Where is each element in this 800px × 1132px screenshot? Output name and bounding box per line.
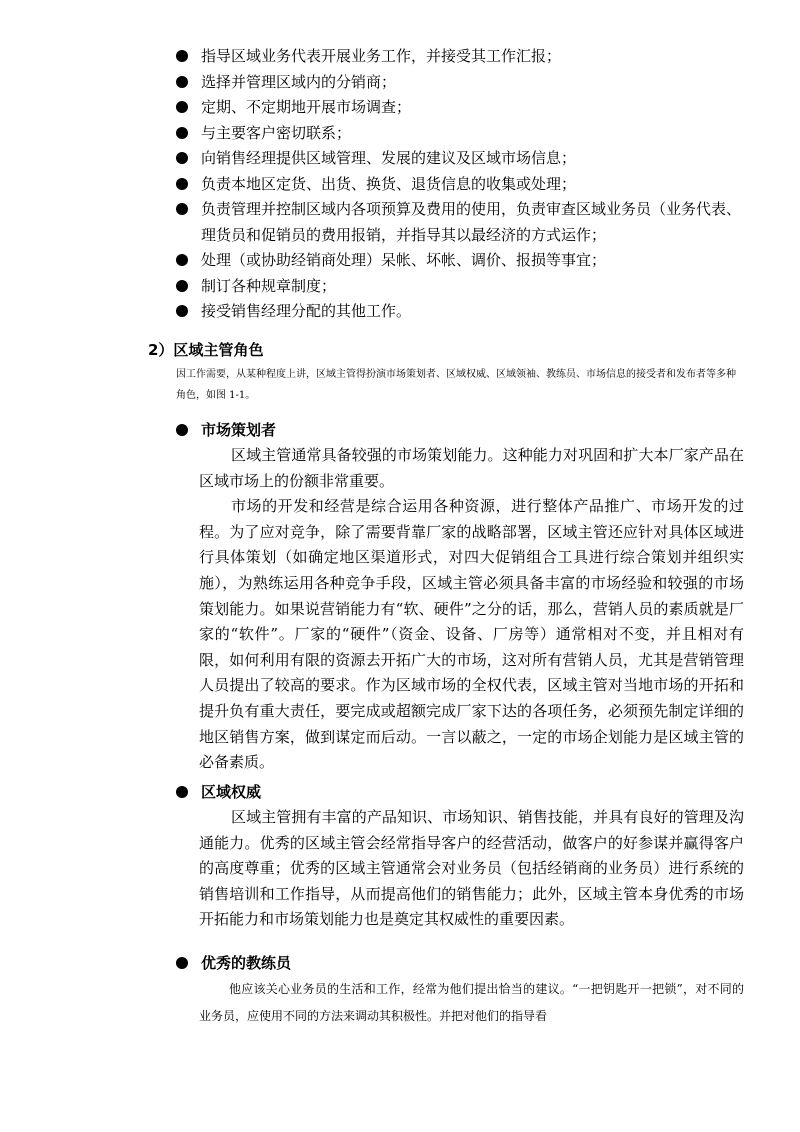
role-heading: 区域权威 (176, 779, 744, 805)
role-block-authority (176, 779, 744, 933)
paragraph: 区域主管拥有丰富的产品知识、市场知识、销售技能，并具有良好的管理及沟通能力。优秀的区域主管会经常指导客户的经营活动，做客户的好参谋并赢得客户的高度尊重；优秀的区域主管通常会对业务员（包括经销商的业务员）进行系统的销售培训和工作指导，从而提高他们的销售能力；此外，区域主管本身优秀的市场开拓能力和市场策划能力也是奠定其权威性的重要因素。 (199, 808, 744, 929)
bullet-icon (176, 254, 188, 266)
list-item: 处理（或协助经销商处理）呆帐、坏帐、调价、报损等事宜； (176, 248, 746, 274)
paragraph: 区域主管通常具备较强的市场策划能力。这种能力对巩固和扩大本厂家产品在区域市场上的份额非常重要。 (199, 446, 744, 490)
bullet-icon (176, 957, 188, 969)
bullet-icon (176, 178, 188, 190)
list-item: 向销售经理提供区域管理、发展的建议及区域市场信息； (176, 146, 746, 172)
role-block-coach (176, 950, 744, 1030)
list-item: 选择并管理区域内的分销商； (176, 70, 746, 96)
list-item: 指导区域业务代表开展业务工作，并接受其工作汇报； (176, 44, 746, 70)
paragraph: 市场的开发和经营是综合运用各种资源，进行整体产品推广、市场开发的过程。为了应对竞争，除了需要背靠厂家的战略部署，区域主管还应针对具体区域进行具体策划（如确定地区渠道形式，对四大促销组合工具进行综合策划并组织实施），为熟练运用各种竞争手段，区域主管必须具备丰富的市场经验和较强的市场策划能力。如果说营销能力有“软、硬件”之分的话，那么，营销人员的素质就是厂家的“软件”。厂家的“硬件”（资金、设备、厂房等）通常相对不变，并且相对有限，如何利用有限的资源去开拓广大的市场，这对所有营销人员，尤其是营销管理人员提出了较高的要求。作为区域市场的全权代表，区域主管对当地市场的开拓和提升负有重大责任，要完成或超额完成厂家下达的各项任务，必须预先制定详细的地区销售方案，做到谋定而后动。一言以蔽之，一定的市场企划能力是区域主管的必备素质。 (199, 497, 744, 772)
list-item: 接受销售经理分配的其他工作。 (176, 299, 746, 325)
list-item: 制订各种规章制度； (176, 274, 746, 300)
role-heading: 市场策划者 (176, 417, 744, 443)
section-title: 2）区域主管角色 (148, 341, 264, 359)
bullet-icon (176, 280, 188, 292)
bullet-icon (176, 203, 188, 215)
bullet-icon (176, 50, 188, 62)
list-item: 负责管理并控制区域内各项预算及费用的使用，负责审查区域业务员（业务代表、理货员和促销员的费用报销，并指导其以最经济的方式运作； (176, 197, 746, 248)
duty-bullet-list (176, 44, 746, 325)
bullet-icon (176, 101, 188, 113)
role-block-planner (176, 417, 744, 776)
paragraph: 他应该关心业务员的生活和工作，经常为他们提出恰当的建议。“一把钥匙开一把锁”，对不同的业务员，应使用不同的方法来调动其积极性。并把对他们的指导看 (199, 982, 744, 1023)
bullet-icon (176, 127, 188, 139)
list-item: 负责本地区定货、出货、换货、退货信息的收集或处理； (176, 172, 746, 198)
bullet-icon (176, 786, 188, 798)
bullet-icon (176, 424, 188, 436)
list-item: 定期、不定期地开展市场调查； (176, 95, 746, 121)
bullet-icon (176, 305, 188, 317)
role-heading: 优秀的教练员 (176, 950, 744, 976)
list-item: 与主要客户密切联系； (176, 121, 746, 147)
bullet-icon (176, 76, 188, 88)
section-intro: 因工作需要，从某种程度上讲，区域主管得扮演市场策划者、区域权威、区域领袖、教练员、市场信息的接受者和发布者等多种角色，如图 1-1。 (176, 369, 736, 401)
bullet-icon (176, 152, 188, 164)
